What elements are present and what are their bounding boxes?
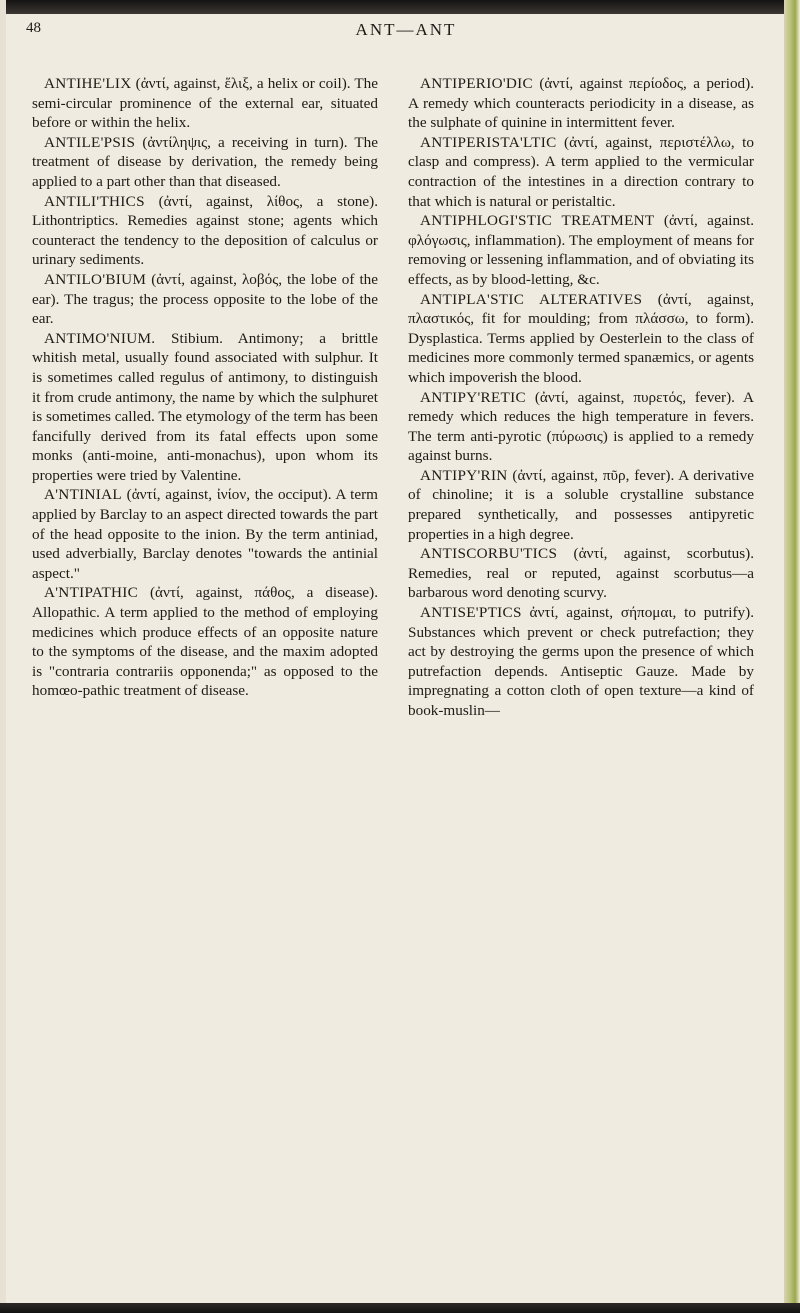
dictionary-entry xyxy=(32,192,378,270)
right-page-edge xyxy=(784,0,800,1313)
entry-headword: ANTISCORBU'TICS xyxy=(420,545,558,563)
entry-headword: ANTIPERISTA'LTIC xyxy=(420,133,557,151)
entry-headword: ANTIPERIO'DIC xyxy=(420,75,533,92)
dictionary-entry xyxy=(408,466,754,544)
entry-definition: (ἀντί, against, περιστέλλω, to clasp and compress). A term applied to the vermicular contraction of the intestines in a direction contrary to that which is natural or peristaltic. xyxy=(408,133,754,210)
page-number: 48 xyxy=(26,20,41,36)
entry-definition: (ἀντί, against, ἕλιξ, a helix or coil). The semi-circular prominence of the external ear, situated before or within the helix. xyxy=(32,75,378,132)
entry-headword: ANTILO'BIUM xyxy=(44,270,147,288)
dictionary-entry xyxy=(408,290,754,388)
entry-definition: (ἀντί, against, ἰνίον, the occiput). A term applied by Barclay to an aspect directed towards the part of the head opposite to the inion. By the term antiniad, used adverbially, Barclay denotes "towards the antinial aspect." xyxy=(32,486,378,582)
right-column xyxy=(408,74,754,721)
entry-headword: ANTIPY'RETIC xyxy=(420,388,526,406)
page-header xyxy=(26,20,786,60)
top-dark-edge xyxy=(0,0,800,14)
dictionary-entry xyxy=(408,133,754,211)
entry-definition: (ἀντί, against, πῦρ, fever). A derivative of chinoline; it is a soluble crystalline substance prepared synthetically, and possesses antipyretic properties in a high degree. xyxy=(408,466,754,543)
entry-headword: ANTIHE'LIX xyxy=(44,75,132,92)
dictionary-entry xyxy=(408,211,754,289)
entry-definition: Stibium. Antimony; a brittle whitish metal, usually found associated with sulphur. It is sometimes called regulus of antimony, to distinguish it from crude antimony, the name by which the sulphuret is sometimes called. The etymology of the term has been fancifully derived from its fatal effects upon some monks (anti-moine, anti-monachus), upon whom its properties were tried by Valentine. xyxy=(32,329,378,484)
entry-headword: ANTILE'PSIS xyxy=(44,133,136,151)
dictionary-entry xyxy=(32,74,378,133)
dictionary-entry xyxy=(32,329,378,486)
entry-headword: ANTIPY'RIN xyxy=(420,466,508,484)
entry-definition: (ἀντί, against. φλόγωσις, inflammation). The employment of means for removing or lessening inflammation, and of obviating its effects, as by blood-letting, &c. xyxy=(408,212,755,288)
entry-definition: (ἀντί, against, λίθος, a stone). Lithontriptics. Remedies against stone; agents which counteract the tendency to the deposition of calculus or urinary sediments. xyxy=(32,192,378,269)
dictionary-entry xyxy=(32,583,378,701)
dictionary-entry xyxy=(408,603,754,721)
entry-definition: (ἀντίληψις, a receiving in turn). The treatment of disease by derivation, the remedy being applied to a part other than that diseased. xyxy=(32,133,378,190)
dictionary-entry xyxy=(408,74,754,133)
left-column xyxy=(32,74,378,701)
bottom-dark-edge xyxy=(0,1303,800,1313)
entry-definition: (ἀντί, against, πάθος, a disease). Allopathic. A term applied to the method of employing medicines which produce effects of an opposite nature to the symptoms of the disease, and the maxim adopted is "contraria contrariis opponenda;" as opposed to the homœo-pathic treatment of disease. xyxy=(32,584,378,700)
entry-definition: (ἀντί, against περίοδος, a period). A remedy which counteracts periodicity in a disease, as the sulphate of quinine in intermittent fever. xyxy=(408,75,754,132)
entry-headword: ANTIMO'NIUM. xyxy=(44,329,156,347)
dictionary-entry xyxy=(408,388,754,466)
dictionary-entry xyxy=(32,270,378,329)
entry-headword: ANTISE'PTICS xyxy=(420,604,522,622)
dictionary-entry xyxy=(32,133,378,192)
entry-headword: ANTILI'THICS xyxy=(44,192,145,210)
running-head: ANT—ANT xyxy=(355,20,457,39)
entry-definition: (ἀντί, against, scorbutus). Remedies, real or reputed, against scorbutus—a barbarous word denoting scurvy. xyxy=(408,545,754,602)
dictionary-entry xyxy=(408,544,754,603)
entry-headword: A'NTINIAL xyxy=(44,486,122,504)
entry-definition: (ἀντί, against, λοβός, the lobe of the ear). The tragus; the process opposite to the lobe of the ear. xyxy=(32,270,378,328)
entry-headword: ANTIPLA'STIC ALTERATIVES xyxy=(420,290,643,308)
entry-definition: (ἀντί, against, πυρετός, fever). A remedy which reduces the high temperature in fevers. The term anti-pyrotic (πύρωσις) is applied to a remedy against burns. xyxy=(408,388,754,465)
left-page-edge xyxy=(0,0,6,1313)
entry-definition: ἀντί, against, σήπομαι, to putrify). Substances which prevent or check putrefaction; they act by destroying the germs upon the presence of which putrefaction depends. Antiseptic Gauze. Made by impregnating a cotton cloth of open texture—a kind of book-muslin— xyxy=(408,604,754,719)
entry-definition: (ἀντί, against, πλαστικός, fit for moulding; from πλάσσω, to form). Dysplastica. Terms applied by Oesterlein to the class of medicines more commonly termed spanæmics, or agents which impoverish the blood. xyxy=(408,290,754,386)
dictionary-entry xyxy=(32,485,378,583)
entry-headword: A'NTIPATHIC xyxy=(44,584,139,602)
entry-headword: ANTIPHLOGI'STIC TREATMENT xyxy=(420,212,655,230)
